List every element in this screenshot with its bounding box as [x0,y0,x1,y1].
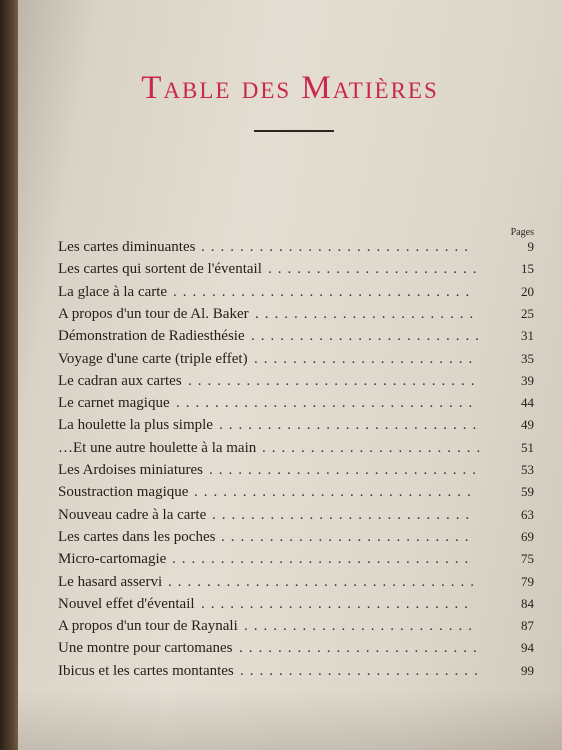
toc-entry-title: Nouveau cadre à la carte [58,506,207,523]
toc-entry-page: 31 [521,328,534,344]
toc-dot-leader: ......................... [239,640,483,657]
toc-entry-title: A propos d'un tour de Al. Baker [58,305,249,322]
toc-entry-title: Le hasard asservi [58,573,163,590]
toc-entry-title: La houlette la plus simple [58,417,213,434]
toc-entry [58,325,534,347]
toc-entry-page: 49 [521,417,534,433]
toc-entry [58,258,534,280]
toc-entry-title: Voyage d'une carte (triple effet) [58,350,248,367]
toc-entry-title: La glace à la carte [58,283,168,300]
toc-entry-title: Ibicus et les cartes montantes [58,662,234,679]
toc-entry-page: 44 [521,395,534,411]
toc-dot-leader: ....................... [254,350,479,367]
toc-entry [58,637,534,659]
toc-dot-leader: .............................. [188,372,481,389]
toc-entry-page: 75 [521,551,534,567]
toc-dot-leader: ................................ [168,573,480,590]
toc-entry-page: 25 [521,305,534,321]
toc-entry-title: Une montre pour cartomanes [58,640,233,657]
toc-entry-title: Le carnet magique [58,395,170,412]
toc-entry [58,504,534,526]
toc-entry-title: Les Ardoises miniatures [58,462,203,478]
toc-dot-leader: ........................... [219,417,483,434]
toc-dot-leader: ........................... [212,506,476,523]
toc-entry [58,615,534,637]
toc-entry-page: 84 [521,595,534,611]
toc-entry-page: 87 [521,618,534,634]
toc-entry-page: 94 [521,640,534,656]
toc-dot-leader: ........................ [244,618,478,635]
toc-entry-title: Les cartes dans les poches [58,528,216,545]
toc-dot-leader: ............................. [194,484,477,501]
toc-entry-page: 99 [521,662,534,678]
toc-entry-title: Le cadran aux cartes [58,372,182,389]
toc-dot-leader: ............................... [173,283,476,300]
toc-entry-page: 63 [521,506,534,522]
toc-entry [58,593,534,615]
toc-dot-leader: ...................... [268,261,483,278]
toc-entry-title: Nouvel effet d'éventail [58,595,195,612]
toc-entry [58,526,534,548]
toc-dot-leader: ............................... [176,395,479,412]
pages-column-header: Pages [510,227,534,238]
toc-entry-title: Micro-cartomagie [58,551,167,568]
toc-entry [58,414,534,436]
toc-entry [58,281,534,303]
toc-entry [58,548,534,570]
toc-dot-leader: ............................... [172,551,475,568]
toc-entry-title: A propos d'un tour de Raynali [58,618,238,635]
toc-dot-leader: ....................... [262,439,487,456]
toc-entry-page: 35 [521,350,534,366]
toc-entry [58,303,534,325]
toc-entry-page: 69 [521,528,534,544]
title-rule [254,130,334,132]
toc-entry [58,348,534,370]
toc-entry-title: Les cartes qui sortent de l'éventail [58,261,262,278]
toc-dot-leader: .......................... [221,528,475,545]
toc-entry [58,459,534,481]
toc-entry-page: 51 [521,439,534,455]
toc-entry-page: 53 [521,462,534,477]
toc-entry [58,571,534,593]
toc-dot-leader: ............................ [209,462,482,478]
toc-dot-leader: ......................... [240,662,484,679]
toc-entry-page: 79 [521,573,534,589]
toc-entry-page: 39 [521,372,534,388]
page-title: Table des Matières [141,70,439,106]
toc-dot-leader: ............................ [201,595,474,612]
toc-entry-page: 59 [521,484,534,500]
page-shadow [18,690,562,750]
toc-entry-title: …Et une autre houlette à la main [58,439,257,456]
toc-entry [58,392,534,414]
toc-dot-leader: ....................... [255,305,480,322]
toc-entry-page: 20 [521,283,534,299]
toc-entry-page: 15 [521,261,534,277]
toc-dot-leader: ........................ [251,328,485,345]
toc-entry-title: Démonstration de Radiesthésie [58,328,245,345]
toc-entry [58,236,534,258]
book-page [18,0,562,750]
toc-entry [58,481,534,503]
toc-entry [58,437,534,459]
toc-entry-title: Les cartes diminuantes [58,239,196,255]
toc-entry [58,660,534,682]
toc-entry [58,370,534,392]
toc-entry-page: 9 [527,239,534,254]
toc-dot-leader: ............................ [201,239,474,255]
toc-entry-title: Soustraction magique [58,484,189,501]
